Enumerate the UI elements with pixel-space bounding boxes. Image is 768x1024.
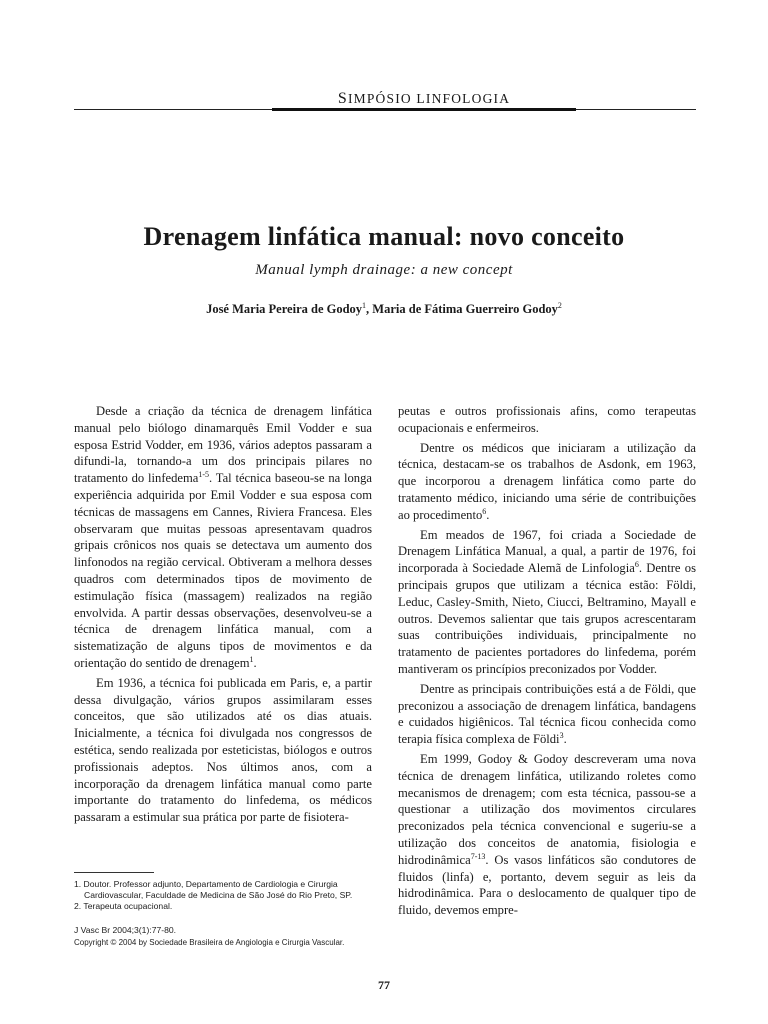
paragraph: Em 1999, Godoy & Godoy descreveram uma nova técnica de drenagem linfática, utilizando roletes como mecanismos de drenagem; com esta técnica, passou-se a questionar a utilização dos movimentos circulares preconizados pela técnica convencional e sugeriu-se a utilização dos conceitos de anatomia, fisiologia e hidrodinâmica$^{7-13}$. Os vasos linfáticos são condutores de fluidos (linfa) e, portanto, devem seguir as leis da hidrodinâmica. Para o deslocamento de qualquer tipo de fluido, devemos empre- (398, 751, 696, 918)
reference: 6 (634, 559, 639, 569)
copyright-notice: Copyright © 2004 by Sociedade Brasileira de Angiologia e Cirurgia Vascular. (74, 938, 345, 947)
article-title: Drenagem linfática manual: novo conceito (143, 222, 625, 251)
section-title: SIMPÓSIO LINFOLOGIA (272, 89, 576, 111)
paragraph: Em 1936, a técnica foi publicada em Paris, e, a partir dessa divulgação, vários grupos assimilaram esses conceitos, que são utilizados até os dias atuais. Inicialmente, a técnica foi divulgada nos congressos de estética, sendo realizada por esteticistas, biólogos e outros profissionais adeptos. Nos últimos anos, com a incorporação da drenagem linfática manual como parte importante do tratamento do linfedema, os médicos passaram a estimular sua prática por parte de fisiotera- (74, 675, 372, 825)
paragraph: Desde a criação da técnica de drenagem linfática manual pelo biólogo dinamarquês Emil Vodder e sua esposa Estrid Vodder, em 1936, vários adeptos passaram a difundi-la, tornando-a um dos principais pilares no tratamento do linfedema$^{1-5}$. Tal técnica baseou-se na longa experiência adquirida por Emil Vodder e sua esposa com técnicas de massagens em Cannes, Riviera Francesa. Eles observaram que muitas pessoas apresentavam quadros gripais crônicos nos quais se detectava um aumento dos linfonodos na região cervical. Obtiveram a melhora desses quadros com determinados tipos de movimento de estimulação física (massagem) realizados na região envolvida. A partir dessas observações, desenvolveu-se a técnica de drenagem linfática manual, com a sistematização de alguns tipos de movimentos e da orientação do sentido de drenagem$^1$. (74, 404, 372, 670)
reference: 7-13 (470, 851, 486, 861)
author-2-affiliation: 2 (557, 301, 562, 310)
footnotes (74, 879, 374, 912)
footnote-divider (74, 872, 154, 873)
journal-citation: J Vasc Br 2004;3(1):77-80. (74, 925, 177, 935)
body-column-right (398, 403, 696, 922)
author-1: José Maria Pereira de Godoy (206, 302, 363, 317)
author-line (0, 301, 768, 317)
paragraph: Dentre os médicos que iniciaram a utilização da técnica, destacam-se os trabalhos de Asdonk, em 1963, que incorporou a drenagem linfática como parte do tratamento médico, iniciando uma série de contribuições ao procedimento$^6$. (398, 440, 696, 522)
footnote-2: 2. Terapeuta ocupacional. (74, 901, 173, 911)
reference: 1 (249, 654, 254, 664)
reference: 1-5 (198, 470, 210, 479)
paragraph: peutas e outros profissionais afins, como terapeutas ocupacionais e enfermeiros. (398, 404, 696, 435)
footnote-1: 1. Doutor. Professor adjunto, Departamento de Cardiologia e Cirurgia Cardiovascular, Faculdade de Medicina de São José do Rio Preto, SP. (74, 879, 353, 900)
paragraph: Em meados de 1967, foi criada a Sociedade de Drenagem Linfática Manual, a qual, a partir de 1976, foi incorporada à Sociedade Alemã de Linfologia$^6$. Dentre os principais grupos que utilizam a técnica estão: Földi, Leduc, Casley-Smith, Nieto, Ciucci, Beltramino, Mayall e outros. Devemos salientar que tais grupos acrescentaram suas contribuições individuais, principalmente no tratamento de pacientes portadores do linfedema, porém mantiveram os princípios preconizados por Vodder. (398, 527, 696, 676)
body-column-left (74, 403, 372, 829)
reference: 6 (482, 506, 487, 516)
author-2: Maria de Fátima Guerreiro Godoy (372, 302, 558, 317)
author-1-affiliation: 1 (362, 301, 367, 310)
article-subtitle: Manual lymph drainage: a new concept (255, 262, 513, 278)
author-separator: , (366, 302, 373, 317)
page-number: 77 (378, 978, 390, 992)
paragraph: Dentre as principais contribuições está a de Földi, que preconizou a associação de drenagem linfática, bandagens e cuidados higiênicos. Tal técnica ficou conhecida como terapia física complexa de Földi$^3$. (398, 681, 696, 747)
section-header (74, 88, 696, 110)
reference: 3 (559, 730, 564, 740)
